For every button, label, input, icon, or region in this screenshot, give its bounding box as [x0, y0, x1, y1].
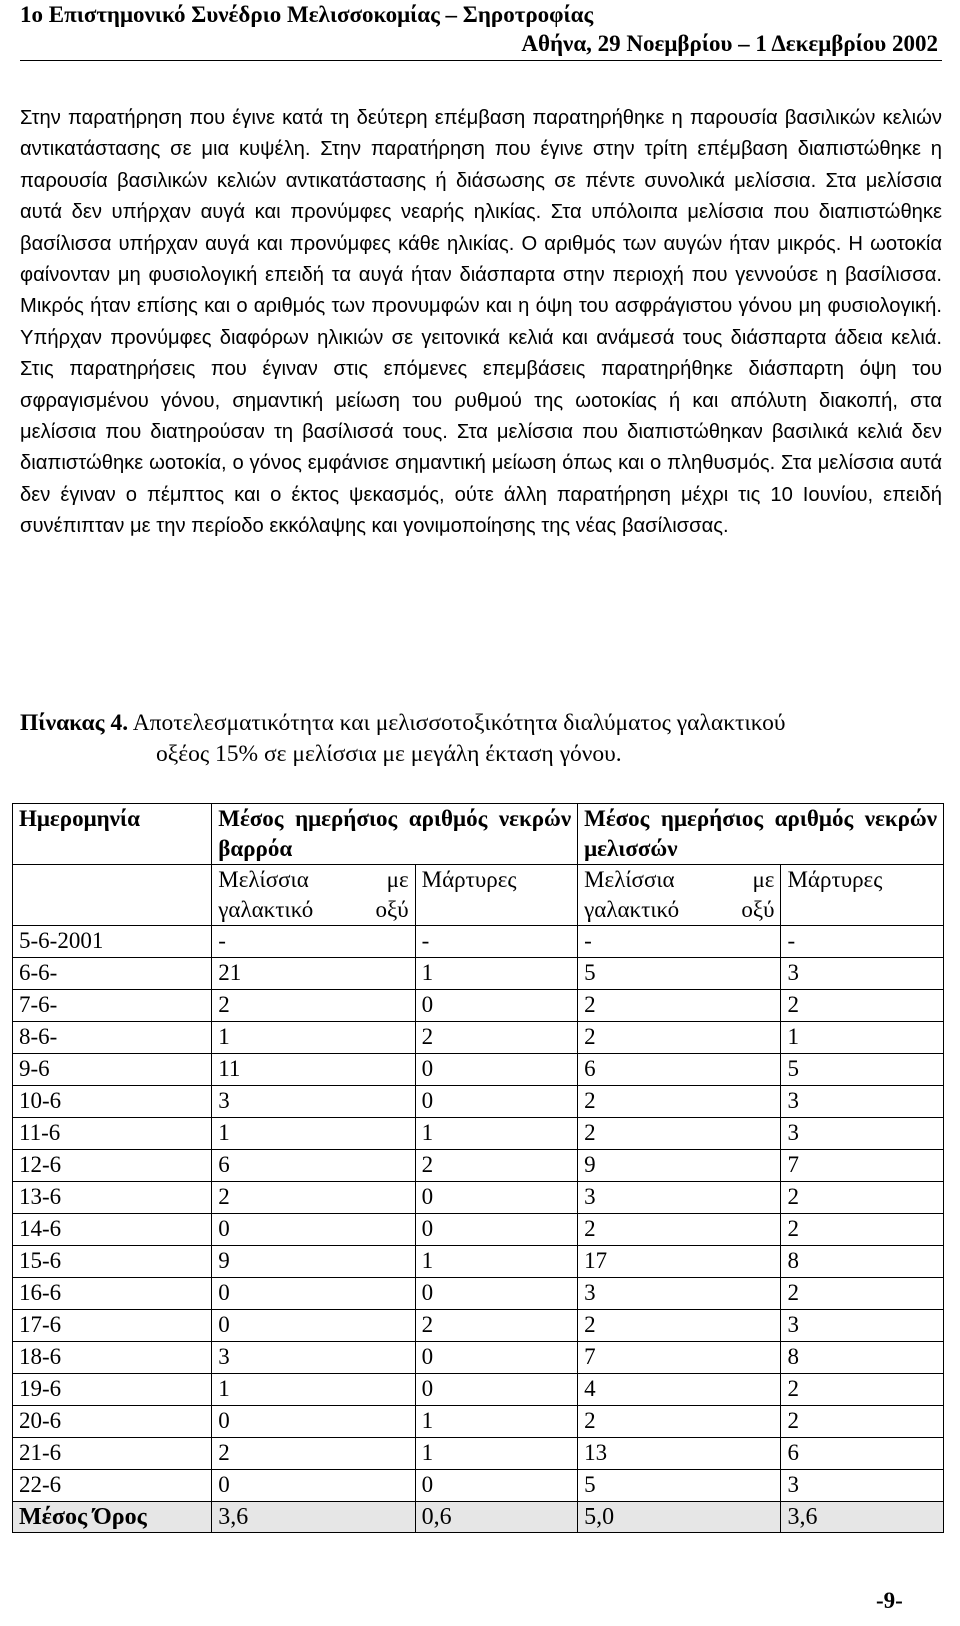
bees-control-cell: 7 — [781, 1150, 944, 1182]
date-cell: 15-6 — [13, 1246, 212, 1278]
table-caption — [20, 708, 942, 770]
body-paragraph: Στην παρατήρηση που έγινε κατά τη δεύτερη επέμβαση παρατηρήθηκε η παρουσία βασιλικών κελιών αντικατάστασης σε μια κυψέλη. Στην παρατήρηση που έγινε στην τρίτη επέμβαση διαπιστώθηκε η παρουσία βασιλικών κελιών αντικατάστασης ή διάσωσης σε πέντε συνολικά μελίσσια. Στα μελίσσια αυτά δεν υπήρχαν αυγά και προνύμφες νεαρής ηλικίας. Στα υπόλοιπα μελίσσια που διαπιστώθηκε βασίλισσα υπήρχαν αυγά και προνύμφες κάθε ηλικίας. Ο αριθμός των αυγών ήταν μικρός. Η ωοτοκία φαίνονταν μη φυσιολογική επειδή τα αυγά ήταν διάσπαρτα στην περιοχή που γεννούσε η βασίλισσα. Μικρός ήταν επίσης και ο αριθμός των προνυμφών και η όψη του ασφράγιστου γόνου μη φυσιολογική. Υπήρχαν προνύμφες διαφόρων ηλικιών σε γειτονικά κελιά και ανάμεσά τους διάσπαρτα άδεια κελιά. Στις παρατηρήσεις που έγιναν στις επόμενες επεμβάσεις παρατηρήθηκε διάσπαρτη όψη του σφραγισμένου γόνου, σημαντική μείωση του ρυθμού της ωοτοκίας ή και απόλυτη διακοπή, στα μελίσσια που διατηρούσαν τη βασίλισσά τους. Στα μελίσσια που διαπιστώθηκαν βασιλικά κελιά δεν διαπιστώθηκε ωοτοκία, ο γόνος εμφάνισε σημαντική μείωση όπως και ο πληθυσμός. Στα μελίσσια αυτά δεν έγιναν ο πέμπτος και ο έκτος ψεκασμός, ούτε άλλη παρατήρηση μέχρι τις 10 Ιουνίου, επειδή συνέπιπταν με την περίοδο εκκόλαψης και γονιμοποίησης της νέας βασίλισσας. — [20, 107, 942, 538]
bees-treated-cell: 5 — [578, 1470, 781, 1502]
table-row — [13, 1310, 944, 1342]
bees-treated-cell: 3 — [578, 1278, 781, 1310]
table-row — [13, 926, 944, 958]
varroa-control-cell: - — [415, 926, 577, 958]
varroa-treated-cell: 2 — [212, 1438, 415, 1470]
bees-control-cell: 2 — [781, 1374, 944, 1406]
empty-subheader-cell — [13, 865, 212, 926]
bees-treated-cell: 5 — [578, 958, 781, 990]
bees-treated-cell: 2 — [578, 990, 781, 1022]
page-number: -9- — [876, 1588, 903, 1613]
caption-label: Πίνακας 4. — [20, 710, 129, 736]
bees-treated-cell: 2 — [578, 1118, 781, 1150]
table-row — [13, 1086, 944, 1118]
bees-treated-cell: 9 — [578, 1150, 781, 1182]
varroa-group-header: Μέσος ημερήσιος αριθμός νεκρών βαρρόα — [212, 804, 578, 865]
table-subheader-row — [13, 865, 944, 926]
table-row — [13, 1118, 944, 1150]
varroa-control-header: Μάρτυρες — [415, 865, 577, 926]
date-cell: 8-6- — [13, 1022, 212, 1054]
bees-control-cell: 6 — [781, 1438, 944, 1470]
table-row — [13, 1406, 944, 1438]
date-cell: 14-6 — [13, 1214, 212, 1246]
varroa-control-cell: 0 — [415, 1374, 577, 1406]
varroa-control-cell: 0 — [415, 1182, 577, 1214]
average-label: Μέσος Όρος — [13, 1502, 212, 1533]
bees-treated-cell: 2 — [578, 1022, 781, 1054]
varroa-treated-cell: 0 — [212, 1470, 415, 1502]
table-row — [13, 958, 944, 990]
date-cell: 21-6 — [13, 1438, 212, 1470]
caption-text-1: Αποτελεσματικότητα και μελισσοτοξικότητα διαλύματος γαλακτικού — [132, 710, 786, 736]
bees-control-cell: 2 — [781, 990, 944, 1022]
bees-treated-cell: 2 — [578, 1086, 781, 1118]
varroa-control-cell: 0 — [415, 990, 577, 1022]
conference-title: 1ο Επιστημονικό Συνέδριο Μελισσοκομίας – Σηροτροφίας — [20, 2, 594, 27]
varroa-treated-cell: 6 — [212, 1150, 415, 1182]
date-cell: 6-6- — [13, 958, 212, 990]
table-row — [13, 1182, 944, 1214]
varroa-treated-cell: 1 — [212, 1022, 415, 1054]
bees-treated-cell: 7 — [578, 1342, 781, 1374]
bees-treated-cell: 13 — [578, 1438, 781, 1470]
varroa-control-cell: 1 — [415, 958, 577, 990]
bees-control-cell: 1 — [781, 1022, 944, 1054]
bees-control-cell: 8 — [781, 1342, 944, 1374]
bees-control-cell: 2 — [781, 1214, 944, 1246]
bees-control-cell: 3 — [781, 1310, 944, 1342]
bees-treated-cell: 6 — [578, 1054, 781, 1086]
bees-control-header: Μάρτυρες — [781, 865, 944, 926]
bees-control-cell: 5 — [781, 1054, 944, 1086]
varroa-treated-cell: 2 — [212, 990, 415, 1022]
header-divider — [20, 60, 942, 61]
date-header: Ημερομηνία — [13, 804, 212, 865]
date-cell: 10-6 — [13, 1086, 212, 1118]
table-row — [13, 990, 944, 1022]
bees-treated-cell: - — [578, 926, 781, 958]
varroa-treated-cell: 0 — [212, 1310, 415, 1342]
bees-control-cell: 3 — [781, 1118, 944, 1150]
date-cell: 20-6 — [13, 1406, 212, 1438]
varroa-control-cell: 2 — [415, 1310, 577, 1342]
varroa-treated-cell: 0 — [212, 1214, 415, 1246]
caption-text-2: οξέος 15% σε μελίσσια με μεγάλη έκταση γόνου. — [156, 741, 622, 767]
table-row — [13, 1374, 944, 1406]
varroa-treated-cell: 0 — [212, 1406, 415, 1438]
bees-treated-cell: 2 — [578, 1406, 781, 1438]
table-row — [13, 1214, 944, 1246]
varroa-treated-cell: 1 — [212, 1374, 415, 1406]
table-row — [13, 1022, 944, 1054]
table-row — [13, 1470, 944, 1502]
bees-treated-cell: 17 — [578, 1246, 781, 1278]
bees-control-cell: 3 — [781, 958, 944, 990]
varroa-treated-cell: 9 — [212, 1246, 415, 1278]
varroa-control-cell: 0 — [415, 1086, 577, 1118]
conference-dates: Αθήνα, 29 Νοεμβρίου – 1 Δεκεμβρίου 2002 — [521, 31, 938, 56]
varroa-treated-cell: 3 — [212, 1342, 415, 1374]
date-cell: 16-6 — [13, 1278, 212, 1310]
table-row — [13, 1150, 944, 1182]
date-cell: 9-6 — [13, 1054, 212, 1086]
varroa-treated-cell: - — [212, 926, 415, 958]
varroa-treated-cell: 1 — [212, 1118, 415, 1150]
average-bees-control: 3,6 — [781, 1502, 944, 1533]
bees-control-cell: 2 — [781, 1406, 944, 1438]
varroa-control-cell: 2 — [415, 1150, 577, 1182]
table-row — [13, 1438, 944, 1470]
average-varroa-control: 0,6 — [415, 1502, 577, 1533]
bees-treated-cell: 2 — [578, 1310, 781, 1342]
varroa-control-cell: 0 — [415, 1278, 577, 1310]
varroa-control-cell: 2 — [415, 1022, 577, 1054]
bees-treated-cell: 3 — [578, 1182, 781, 1214]
table-body — [13, 926, 944, 1502]
varroa-treated-cell: 3 — [212, 1086, 415, 1118]
bees-treated-cell: 4 — [578, 1374, 781, 1406]
table-row — [13, 1278, 944, 1310]
caption-line-1 — [20, 708, 942, 739]
date-cell: 13-6 — [13, 1182, 212, 1214]
varroa-control-cell: 0 — [415, 1054, 577, 1086]
bees-control-cell: 3 — [781, 1470, 944, 1502]
varroa-treated-cell: 0 — [212, 1278, 415, 1310]
table-row — [13, 1054, 944, 1086]
data-table — [12, 803, 944, 1533]
average-row — [13, 1502, 944, 1533]
date-cell: 22-6 — [13, 1470, 212, 1502]
bees-control-cell: 3 — [781, 1086, 944, 1118]
varroa-treated-header: Μελίσσια με γαλακτικό οξύ — [212, 865, 415, 926]
average-varroa-treated: 3,6 — [212, 1502, 415, 1533]
date-cell: 18-6 — [13, 1342, 212, 1374]
date-cell: 19-6 — [13, 1374, 212, 1406]
varroa-treated-cell: 21 — [212, 958, 415, 990]
page-header — [20, 0, 942, 58]
varroa-control-cell: 1 — [415, 1246, 577, 1278]
bees-control-cell: - — [781, 926, 944, 958]
varroa-control-cell: 0 — [415, 1470, 577, 1502]
bees-control-cell: 8 — [781, 1246, 944, 1278]
varroa-treated-cell: 11 — [212, 1054, 415, 1086]
date-cell: 17-6 — [13, 1310, 212, 1342]
table-row — [13, 1342, 944, 1374]
bees-group-header: Μέσος ημερήσιος αριθμός νεκρών μελισσών — [578, 804, 944, 865]
bees-control-cell: 2 — [781, 1278, 944, 1310]
varroa-control-cell: 0 — [415, 1342, 577, 1374]
bees-treated-header: Μελίσσια με γαλακτικό οξύ — [578, 865, 781, 926]
date-cell: 7-6- — [13, 990, 212, 1022]
varroa-control-cell: 1 — [415, 1438, 577, 1470]
table-row — [13, 1246, 944, 1278]
date-cell: 11-6 — [13, 1118, 212, 1150]
bees-control-cell: 2 — [781, 1182, 944, 1214]
table-header-row — [13, 804, 944, 865]
date-cell: 5-6-2001 — [13, 926, 212, 958]
varroa-control-cell: 1 — [415, 1118, 577, 1150]
date-cell: 12-6 — [13, 1150, 212, 1182]
varroa-control-cell: 1 — [415, 1406, 577, 1438]
varroa-treated-cell: 2 — [212, 1182, 415, 1214]
bees-treated-cell: 2 — [578, 1214, 781, 1246]
average-bees-treated: 5,0 — [578, 1502, 781, 1533]
varroa-control-cell: 0 — [415, 1214, 577, 1246]
